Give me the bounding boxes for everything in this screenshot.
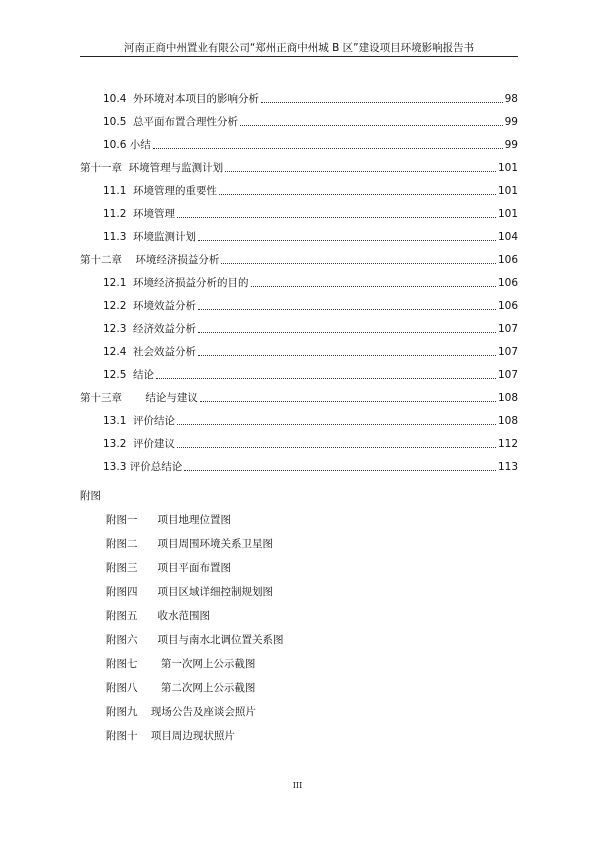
toc-entry-page: 99 xyxy=(504,139,518,151)
toc-entry-label: 第十二章 环境经济损益分析 xyxy=(80,254,220,266)
toc-entry-label: 10.5 总平面布置合理性分析 xyxy=(103,116,239,128)
toc-entry-page: 99 xyxy=(504,116,518,128)
toc-entry-label: 13.3 评价总结论 xyxy=(103,461,183,473)
toc-leader-dots xyxy=(221,263,496,264)
toc-entry-label: 第十一章 环境管理与监测计划 xyxy=(80,162,224,174)
toc-entry-label: 11.2 环境管理 xyxy=(103,208,176,220)
page-number: III xyxy=(292,781,303,790)
toc-leader-dots xyxy=(153,148,503,149)
appendix-item: 附图一 项目地理位置图 xyxy=(106,514,232,526)
toc-entry-page: 101 xyxy=(497,185,518,197)
toc-entry[interactable] xyxy=(103,136,518,152)
toc-entry-page: 98 xyxy=(504,93,518,105)
toc-leader-dots xyxy=(251,286,496,287)
toc-leader-dots xyxy=(198,309,496,310)
appendix-heading: 附图 xyxy=(80,490,101,502)
toc-entry[interactable] xyxy=(103,297,518,313)
toc-entry-page: 107 xyxy=(497,323,518,335)
appendix-item: 附图八 第二次网上公示截图 xyxy=(106,682,256,694)
toc-entry[interactable] xyxy=(103,182,518,198)
toc-leader-dots xyxy=(156,378,496,379)
toc-entry-label: 12.5 结论 xyxy=(103,369,155,381)
toc-leader-dots xyxy=(177,424,496,425)
toc-leader-dots xyxy=(177,217,496,218)
toc-entry-page: 106 xyxy=(497,277,518,289)
appendix-item: 附图七 第一次网上公示截图 xyxy=(106,658,256,670)
toc-entry-label: 11.1 环境管理的重要性 xyxy=(103,185,218,197)
toc-entry[interactable] xyxy=(103,435,518,451)
toc-entry[interactable] xyxy=(80,389,518,405)
toc-leader-dots xyxy=(219,194,496,195)
toc-entry[interactable] xyxy=(80,251,518,267)
toc-entry-page: 113 xyxy=(497,461,518,473)
toc-entry-label: 10.4 外环境对本项目的影响分析 xyxy=(103,93,260,105)
toc-entry[interactable] xyxy=(103,458,518,474)
toc-entry-page: 108 xyxy=(497,392,518,404)
toc-entry[interactable] xyxy=(103,320,518,336)
toc-entry-label: 13.1 评价结论 xyxy=(103,415,176,427)
toc-leader-dots xyxy=(177,447,496,448)
toc-entry[interactable] xyxy=(103,113,518,129)
toc-entry-label: 12.1 环境经济损益分析的目的 xyxy=(103,277,249,289)
appendix-item: 附图二 项目周围环境关系卫星图 xyxy=(106,538,274,550)
toc-entry-label: 12.3 经济效益分析 xyxy=(103,323,197,335)
appendix-item: 附图六 项目与南水北调位置关系图 xyxy=(106,634,284,646)
toc-entry-page: 101 xyxy=(497,162,518,174)
toc-entry[interactable] xyxy=(80,159,518,175)
toc-entry[interactable] xyxy=(103,228,518,244)
appendix-item: 附图五 收水范围图 xyxy=(106,610,211,622)
toc-entry-page: 101 xyxy=(497,208,518,220)
toc-entry-label: 11.3 环境监测计划 xyxy=(103,231,197,243)
toc-leader-dots xyxy=(261,102,503,103)
toc-entry-label: 12.2 环境效益分析 xyxy=(103,300,197,312)
toc-entry-page: 104 xyxy=(497,231,518,243)
toc-entry[interactable] xyxy=(103,366,518,382)
toc-entry-page: 112 xyxy=(497,438,518,450)
toc-entry-label: 13.2 评价建议 xyxy=(103,438,176,450)
toc-entry[interactable] xyxy=(103,205,518,221)
toc-entry-label: 第十三章 结论与建议 xyxy=(80,392,198,404)
document-header: 河南正商中州置业有限公司“郑州正商中州城 B 区”建设项目环境影响报告书 xyxy=(123,42,475,54)
appendix-item: 附图十 项目周边现状照片 xyxy=(106,730,235,742)
toc-leader-dots xyxy=(240,125,503,126)
toc-leader-dots xyxy=(198,355,496,356)
toc-leader-dots xyxy=(225,171,496,172)
toc-entry[interactable] xyxy=(103,274,518,290)
toc-leader-dots xyxy=(198,332,496,333)
toc-entry-label: 10.6 小结 xyxy=(103,139,151,151)
appendix-item: 附图九 现场公告及座谈会照片 xyxy=(106,706,256,718)
toc-entry-page: 107 xyxy=(497,369,518,381)
appendix-item: 附图四 项目区域详细控制规划图 xyxy=(106,586,274,598)
toc-entry-page: 106 xyxy=(497,300,518,312)
toc-entry[interactable] xyxy=(103,343,518,359)
header-rule xyxy=(80,56,518,57)
toc-leader-dots xyxy=(198,240,496,241)
toc-entry[interactable] xyxy=(103,90,518,106)
toc-leader-dots xyxy=(184,470,496,471)
toc-leader-dots xyxy=(200,401,496,402)
toc-entry[interactable] xyxy=(103,412,518,428)
toc-entry-label: 12.4 社会效益分析 xyxy=(103,346,197,358)
toc-entry-page: 107 xyxy=(497,346,518,358)
appendix-item: 附图三 项目平面布置图 xyxy=(106,562,232,574)
toc-entry-page: 108 xyxy=(497,415,518,427)
toc-entry-page: 106 xyxy=(497,254,518,266)
